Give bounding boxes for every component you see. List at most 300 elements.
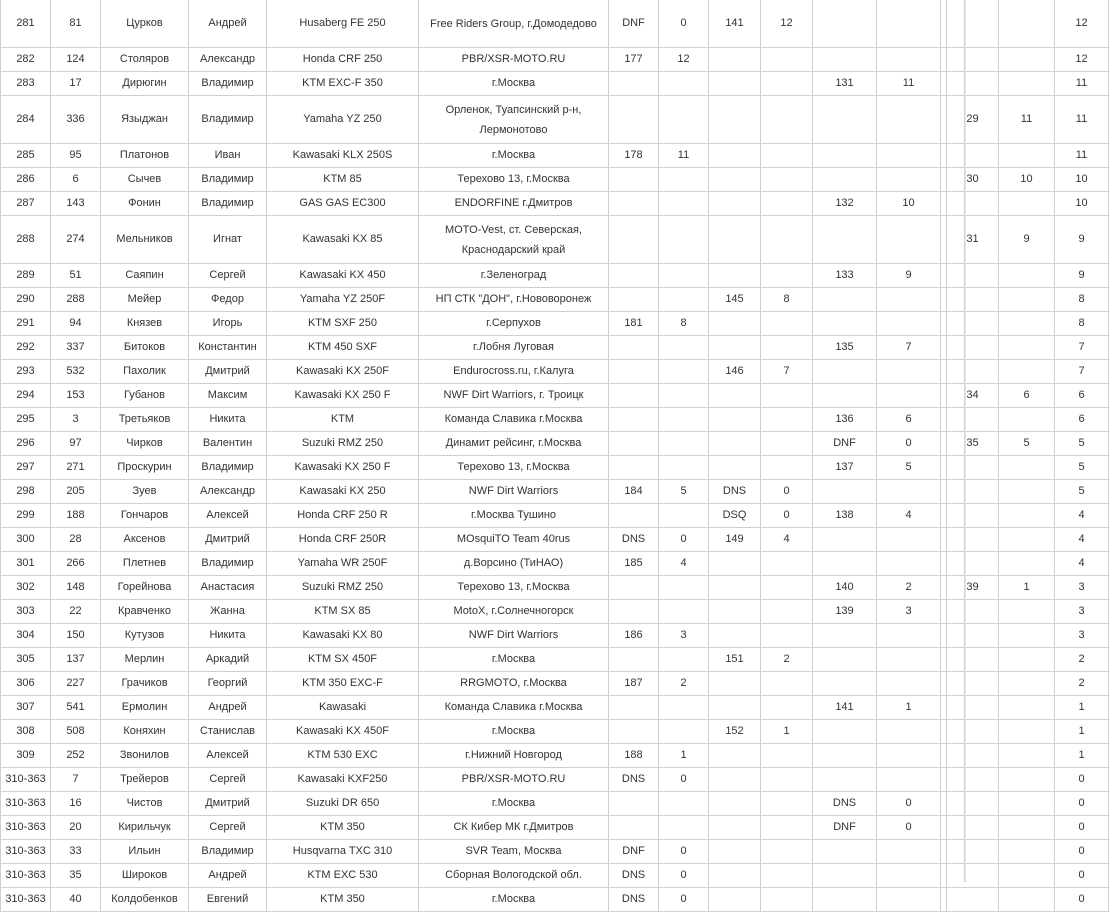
table-row (1, 336, 1109, 360)
cell-team-city: г.Москва (419, 72, 609, 96)
cell-stage4-result: 30 (947, 168, 999, 192)
cell-team-city: Терехово 13, г.Москва (419, 456, 609, 480)
cell-stage1-points (659, 648, 709, 672)
cell-first-name: Иван (189, 144, 267, 168)
cell-stage2-result (709, 216, 761, 264)
cell-number: 7 (51, 768, 101, 792)
cell-team-city: MOTO-Vest, ст. Северская, Краснодарский край (419, 216, 609, 264)
cell-stage4-result (947, 768, 999, 792)
cell-stage4-points (999, 144, 1055, 168)
cell-total-points: 7 (1055, 360, 1109, 384)
cell-total-points: 0 (1055, 792, 1109, 816)
cell-total-points: 5 (1055, 456, 1109, 480)
cell-last-name: Ермолин (101, 696, 189, 720)
cell-stage2-points (761, 576, 813, 600)
cell-stage1-result (609, 360, 659, 384)
cell-stage4-points: 1 (999, 576, 1055, 600)
cell-number: 271 (51, 456, 101, 480)
table-row (1, 264, 1109, 288)
cell-first-name: Игнат (189, 216, 267, 264)
cell-stage3-points (877, 144, 941, 168)
cell-place: 310-363 (1, 792, 51, 816)
cell-motorcycle: Yamaha YZ 250 (267, 96, 419, 144)
cell-stage4-result (947, 528, 999, 552)
cell-total-points: 3 (1055, 576, 1109, 600)
cell-stage4-points (999, 816, 1055, 840)
cell-first-name: Андрей (189, 696, 267, 720)
cell-place: 284 (1, 96, 51, 144)
cell-stage1-points (659, 72, 709, 96)
cell-stage1-points: 0 (659, 840, 709, 864)
table-row (1, 576, 1109, 600)
cell-last-name: Коняхин (101, 720, 189, 744)
cell-stage4-points (999, 648, 1055, 672)
cell-stage3-result (813, 288, 877, 312)
cell-first-name: Владимир (189, 552, 267, 576)
cell-motorcycle: Kawasaki KX 450F (267, 720, 419, 744)
cell-total-points: 6 (1055, 384, 1109, 408)
cell-stage1-result: DNS (609, 864, 659, 888)
cell-total-points: 0 (1055, 840, 1109, 864)
cell-motorcycle: Yamaha YZ 250F (267, 288, 419, 312)
cell-stage4-result (947, 840, 999, 864)
cell-place: 305 (1, 648, 51, 672)
cell-total-points: 4 (1055, 552, 1109, 576)
cell-stage1-points (659, 696, 709, 720)
cell-stage3-points: 11 (877, 72, 941, 96)
table-row (1, 624, 1109, 648)
cell-stage1-result: DNS (609, 768, 659, 792)
cell-motorcycle: Kawasaki KX 250 (267, 480, 419, 504)
cell-stage2-points (761, 600, 813, 624)
cell-stage1-result (609, 408, 659, 432)
cell-team-city: MotoX, г.Солнечногорск (419, 600, 609, 624)
cell-first-name: Александр (189, 480, 267, 504)
cell-stage1-points (659, 720, 709, 744)
cell-stage1-result (609, 696, 659, 720)
table-row (1, 408, 1109, 432)
cell-motorcycle: KTM 350 EXC-F (267, 672, 419, 696)
cell-first-name: Максим (189, 384, 267, 408)
cell-place: 292 (1, 336, 51, 360)
cell-stage1-points (659, 96, 709, 144)
cell-stage2-points: 0 (761, 480, 813, 504)
cell-stage1-points (659, 288, 709, 312)
cell-stage3-points (877, 528, 941, 552)
cell-stage2-result: 151 (709, 648, 761, 672)
cell-stage1-result: DNS (609, 528, 659, 552)
cell-stage4-points (999, 600, 1055, 624)
cell-stage4-result (947, 336, 999, 360)
cell-motorcycle: KTM 450 SXF (267, 336, 419, 360)
cell-number: 252 (51, 744, 101, 768)
cell-last-name: Проскурин (101, 456, 189, 480)
cell-stage3-points (877, 672, 941, 696)
cell-team-city: г.Москва (419, 144, 609, 168)
table-row (1, 216, 1109, 264)
cell-stage3-points (877, 864, 941, 888)
cell-stage2-result: 149 (709, 528, 761, 552)
cell-stage3-result: 140 (813, 576, 877, 600)
cell-stage4-points (999, 696, 1055, 720)
cell-number: 51 (51, 264, 101, 288)
cell-stage2-points (761, 384, 813, 408)
cell-stage2-result (709, 144, 761, 168)
cell-first-name: Станислав (189, 720, 267, 744)
cell-first-name: Георгий (189, 672, 267, 696)
cell-number: 6 (51, 168, 101, 192)
cell-stage3-result (813, 48, 877, 72)
cell-stage3-result: 132 (813, 192, 877, 216)
cell-stage3-result: DNF (813, 432, 877, 456)
cell-stage3-points (877, 312, 941, 336)
table-row (1, 864, 1109, 888)
cell-stage2-result (709, 48, 761, 72)
cell-place: 307 (1, 696, 51, 720)
cell-stage4-result (947, 672, 999, 696)
cell-stage1-points (659, 576, 709, 600)
cell-number: 16 (51, 792, 101, 816)
cell-place: 290 (1, 288, 51, 312)
cell-first-name: Алексей (189, 504, 267, 528)
cell-stage2-result (709, 888, 761, 912)
cell-team-city: Free Riders Group, г.Домодедово (419, 0, 609, 48)
table-row (1, 888, 1109, 912)
table-row (1, 144, 1109, 168)
cell-stage3-result: DNF (813, 816, 877, 840)
cell-stage4-points (999, 768, 1055, 792)
cell-first-name: Владимир (189, 192, 267, 216)
cell-last-name: Сычев (101, 168, 189, 192)
cell-stage1-points: 2 (659, 672, 709, 696)
cell-stage4-points (999, 288, 1055, 312)
cell-stage1-result: DNS (609, 888, 659, 912)
cell-stage3-result (813, 360, 877, 384)
cell-stage1-points (659, 192, 709, 216)
cell-stage2-points: 1 (761, 720, 813, 744)
cell-motorcycle: KTM (267, 408, 419, 432)
cell-motorcycle: Kawasaki KX 85 (267, 216, 419, 264)
cell-team-city: г.Москва (419, 792, 609, 816)
cell-stage4-result: 39 (947, 576, 999, 600)
cell-first-name: Владимир (189, 96, 267, 144)
cell-stage4-points (999, 888, 1055, 912)
cell-stage2-result (709, 96, 761, 144)
cell-stage3-result (813, 768, 877, 792)
cell-last-name: Мерлин (101, 648, 189, 672)
table-row (1, 600, 1109, 624)
cell-stage2-points (761, 48, 813, 72)
table-row (1, 480, 1109, 504)
cell-motorcycle: KTM EXC 530 (267, 864, 419, 888)
cell-total-points: 0 (1055, 888, 1109, 912)
cell-stage3-result (813, 888, 877, 912)
cell-motorcycle: Kawasaki KX 80 (267, 624, 419, 648)
cell-first-name: Алексей (189, 744, 267, 768)
cell-stage2-result (709, 792, 761, 816)
cell-stage1-result (609, 456, 659, 480)
cell-place: 299 (1, 504, 51, 528)
cell-place: 310-363 (1, 864, 51, 888)
cell-number: 532 (51, 360, 101, 384)
cell-team-city: Endurocross.ru, г.Калуга (419, 360, 609, 384)
cell-last-name: Колдобенков (101, 888, 189, 912)
cell-number: 288 (51, 288, 101, 312)
cell-motorcycle: Yamaha WR 250F (267, 552, 419, 576)
cell-first-name: Евгений (189, 888, 267, 912)
cell-total-points: 11 (1055, 72, 1109, 96)
cell-motorcycle: KTM 350 (267, 816, 419, 840)
cell-stage1-points (659, 360, 709, 384)
cell-stage3-points (877, 648, 941, 672)
cell-place: 308 (1, 720, 51, 744)
cell-place: 310-363 (1, 888, 51, 912)
cell-stage1-points (659, 168, 709, 192)
table-row (1, 720, 1109, 744)
cell-team-city: Динамит рейсинг, г.Москва (419, 432, 609, 456)
cell-stage2-result (709, 264, 761, 288)
table-row (1, 312, 1109, 336)
cell-stage2-result (709, 168, 761, 192)
cell-stage4-points (999, 312, 1055, 336)
cell-stage3-points (877, 768, 941, 792)
cell-first-name: Валентин (189, 432, 267, 456)
cell-stage2-result (709, 456, 761, 480)
cell-stage2-points (761, 792, 813, 816)
cell-stage2-points (761, 192, 813, 216)
cell-stage1-result (609, 288, 659, 312)
results-table-body (1, 0, 1109, 912)
cell-total-points: 2 (1055, 672, 1109, 696)
cell-stage1-points: 4 (659, 552, 709, 576)
cell-stage4-result (947, 504, 999, 528)
cell-motorcycle: Suzuki RMZ 250 (267, 432, 419, 456)
cell-team-city: NWF Dirt Warriors (419, 624, 609, 648)
cell-stage2-points: 12 (761, 0, 813, 48)
cell-stage4-points (999, 480, 1055, 504)
cell-stage3-result: 135 (813, 336, 877, 360)
cell-motorcycle: Suzuki RMZ 250 (267, 576, 419, 600)
cell-number: 188 (51, 504, 101, 528)
cell-last-name: Гончаров (101, 504, 189, 528)
cell-team-city: Терехово 13, г.Москва (419, 168, 609, 192)
cell-stage2-points (761, 216, 813, 264)
cell-stage3-result: 139 (813, 600, 877, 624)
cell-stage2-result (709, 432, 761, 456)
cell-last-name: Мельников (101, 216, 189, 264)
cell-stage3-result (813, 720, 877, 744)
cell-first-name: Дмитрий (189, 360, 267, 384)
cell-stage3-points: 5 (877, 456, 941, 480)
cell-number: 150 (51, 624, 101, 648)
cell-last-name: Ильин (101, 840, 189, 864)
cell-stage4-result (947, 408, 999, 432)
cell-number: 143 (51, 192, 101, 216)
cell-stage2-points (761, 840, 813, 864)
cell-stage3-points: 7 (877, 336, 941, 360)
cell-stage1-points: 12 (659, 48, 709, 72)
cell-stage4-result (947, 456, 999, 480)
cell-motorcycle: Kawasaki KX 250 F (267, 456, 419, 480)
cell-last-name: Столяров (101, 48, 189, 72)
cell-stage3-points: 0 (877, 816, 941, 840)
cell-motorcycle: Kawasaki KX 450 (267, 264, 419, 288)
cell-place: 295 (1, 408, 51, 432)
cell-stage1-result: 178 (609, 144, 659, 168)
cell-stage2-result: 145 (709, 288, 761, 312)
cell-first-name: Сергей (189, 768, 267, 792)
cell-total-points: 2 (1055, 648, 1109, 672)
cell-motorcycle: KTM SXF 250 (267, 312, 419, 336)
cell-total-points: 12 (1055, 0, 1109, 48)
table-row (1, 672, 1109, 696)
cell-first-name: Анастасия (189, 576, 267, 600)
cell-stage1-result: 177 (609, 48, 659, 72)
cell-stage4-result: 29 (947, 96, 999, 144)
cell-last-name: Мейер (101, 288, 189, 312)
cell-stage3-result: 133 (813, 264, 877, 288)
cell-stage3-result (813, 552, 877, 576)
cell-number: 541 (51, 696, 101, 720)
cell-stage1-result (609, 792, 659, 816)
cell-stage4-result (947, 288, 999, 312)
cell-total-points: 8 (1055, 288, 1109, 312)
cell-stage1-result: 184 (609, 480, 659, 504)
cell-team-city: г.Зеленоград (419, 264, 609, 288)
cell-stage1-points (659, 408, 709, 432)
cell-stage3-result (813, 840, 877, 864)
cell-stage3-points (877, 0, 941, 48)
cell-stage3-points (877, 840, 941, 864)
cell-place: 293 (1, 360, 51, 384)
cell-first-name: Никита (189, 408, 267, 432)
cell-total-points: 1 (1055, 720, 1109, 744)
cell-stage2-result (709, 696, 761, 720)
cell-total-points: 8 (1055, 312, 1109, 336)
cell-stage3-result: 141 (813, 696, 877, 720)
cell-stage1-points: 0 (659, 768, 709, 792)
cell-stage3-points: 3 (877, 600, 941, 624)
cell-stage2-result (709, 408, 761, 432)
cell-stage3-result (813, 96, 877, 144)
cell-stage4-result (947, 72, 999, 96)
cell-stage1-points: 0 (659, 864, 709, 888)
table-row (1, 768, 1109, 792)
cell-stage4-points (999, 0, 1055, 48)
cell-stage1-result (609, 264, 659, 288)
cell-first-name: Андрей (189, 0, 267, 48)
cell-number: 3 (51, 408, 101, 432)
table-row (1, 48, 1109, 72)
cell-stage4-result (947, 600, 999, 624)
cell-stage4-result (947, 144, 999, 168)
cell-number: 153 (51, 384, 101, 408)
cell-team-city: NWF Dirt Warriors (419, 480, 609, 504)
cell-stage1-points: 5 (659, 480, 709, 504)
cell-team-city: PBR/XSR-MOTO.RU (419, 48, 609, 72)
table-row (1, 456, 1109, 480)
table-row (1, 96, 1109, 144)
cell-stage3-result (813, 384, 877, 408)
cell-stage2-result (709, 336, 761, 360)
cell-stage2-points (761, 888, 813, 912)
table-row (1, 0, 1109, 48)
cell-stage2-points: 0 (761, 504, 813, 528)
cell-stage4-points (999, 672, 1055, 696)
cell-place: 304 (1, 624, 51, 648)
table-row (1, 432, 1109, 456)
cell-stage2-result (709, 72, 761, 96)
cell-number: 40 (51, 888, 101, 912)
cell-stage2-result (709, 576, 761, 600)
cell-motorcycle: KTM EXC-F 350 (267, 72, 419, 96)
cell-last-name: Третьяков (101, 408, 189, 432)
cell-stage2-points (761, 312, 813, 336)
cell-stage4-result (947, 720, 999, 744)
cell-stage4-result (947, 48, 999, 72)
cell-motorcycle: Honda CRF 250R (267, 528, 419, 552)
cell-first-name: Сергей (189, 264, 267, 288)
cell-number: 22 (51, 600, 101, 624)
cell-stage2-result: DNS (709, 480, 761, 504)
cell-team-city: MOsquiTO Team 40rus (419, 528, 609, 552)
cell-team-city: г.Нижний Новгород (419, 744, 609, 768)
cell-stage3-result (813, 216, 877, 264)
cell-last-name: Цурков (101, 0, 189, 48)
cell-stage1-points (659, 264, 709, 288)
cell-stage4-points: 10 (999, 168, 1055, 192)
cell-stage1-points (659, 600, 709, 624)
cell-stage2-result (709, 600, 761, 624)
cell-team-city: г.Лобня Луговая (419, 336, 609, 360)
cell-first-name: Андрей (189, 864, 267, 888)
cell-stage3-result (813, 528, 877, 552)
cell-place: 282 (1, 48, 51, 72)
cell-stage4-result (947, 264, 999, 288)
cell-number: 508 (51, 720, 101, 744)
cell-stage3-result (813, 864, 877, 888)
cell-total-points: 5 (1055, 480, 1109, 504)
cell-number: 124 (51, 48, 101, 72)
cell-stage4-result (947, 624, 999, 648)
cell-stage1-result: DNF (609, 840, 659, 864)
cell-stage3-result (813, 0, 877, 48)
cell-stage4-result (947, 864, 999, 888)
cell-stage2-result (709, 864, 761, 888)
cell-team-city: Команда Славика г.Москва (419, 408, 609, 432)
cell-total-points: 11 (1055, 144, 1109, 168)
cell-stage2-result: 146 (709, 360, 761, 384)
cell-team-city: г.Москва (419, 720, 609, 744)
cell-stage1-result (609, 72, 659, 96)
cell-stage2-points (761, 696, 813, 720)
cell-last-name: Битоков (101, 336, 189, 360)
cell-place: 310-363 (1, 768, 51, 792)
cell-total-points: 4 (1055, 528, 1109, 552)
cell-stage4-points (999, 72, 1055, 96)
cell-stage2-result (709, 192, 761, 216)
cell-number: 35 (51, 864, 101, 888)
table-row (1, 504, 1109, 528)
cell-stage2-result (709, 312, 761, 336)
cell-stage2-points (761, 744, 813, 768)
cell-stage4-result: 35 (947, 432, 999, 456)
cell-first-name: Сергей (189, 816, 267, 840)
cell-last-name: Чистов (101, 792, 189, 816)
cell-motorcycle: Kawasaki KX 250F (267, 360, 419, 384)
cell-place: 300 (1, 528, 51, 552)
cell-stage3-result: 137 (813, 456, 877, 480)
